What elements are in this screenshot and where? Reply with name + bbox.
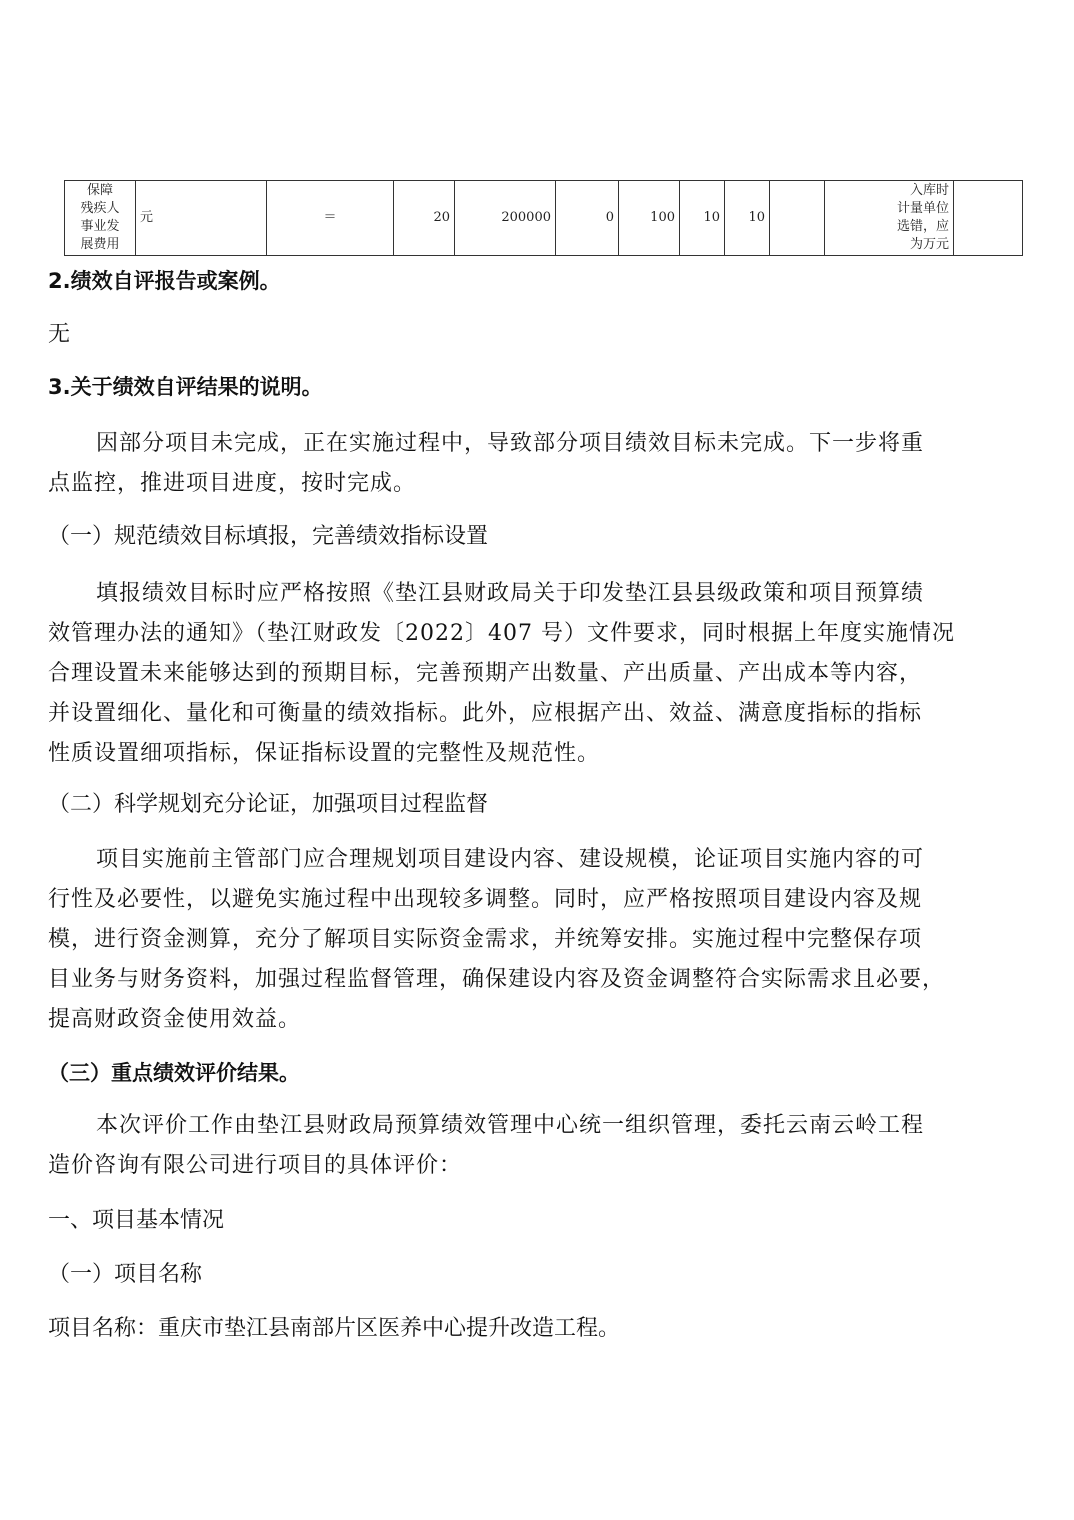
subheading-2: （二）科学规划充分论证，加强项目过程监督 (48, 792, 489, 817)
subheading-3: （三）重点绩效评价结果。 (48, 1061, 300, 1085)
paragraph-4: 本次评价工作由垫江县财政局预算绩效管理中心统一组织管理，委托云南云岭工程 造价咨询有限公司进行项目的具体评价： (48, 1113, 925, 1178)
section-title: 一、项目基本情况 (48, 1208, 225, 1233)
blank-cell (770, 181, 825, 256)
score-cell: 10 (725, 181, 770, 256)
weight-cell: 20 (394, 181, 455, 256)
full-score-cell: 10 (680, 181, 725, 256)
subheading-1: （一）规范绩效目标填报，完善绩效指标设置 (48, 524, 489, 549)
unit-cell: 元 (136, 181, 267, 256)
section-heading-2: 2.绩效自评报告或案例。 (48, 269, 281, 293)
paragraph-1: 因部分项目未完成，正在实施过程中，导致部分项目绩效目标未完成。下一步将重 点监控，推进项目进度，按时完成。 (48, 431, 925, 496)
subsection-title: （一）项目名称 (48, 1262, 203, 1287)
note-cell: 入库时 计量单位 选错，应 为万元 (825, 181, 954, 256)
actual-value-cell: 0 (556, 181, 619, 256)
paragraph-3: 项目实施前主管部门应合理规划项目建设内容、建设规模，论证项目实施内容的可 行性及必要性，以避免实施过程中出现较多调整。同时，应严格按照项目建设内容及规 模，进行资金测算，充分了解项目实际资金需求，并统筹安排。实施过程中完整保存项 目业务与财务资料，加强过程监督管理，确保建设内容及资金调整符合实际需求且必要， 提高财政资金使用效益。 (48, 847, 946, 1032)
target-value-cell: 200000 (455, 181, 556, 256)
section-body-text: 无 (48, 322, 71, 347)
completion-rate-cell: 100 (619, 181, 680, 256)
paragraph-2: 填报绩效目标时应严格按照《垫江县财政局关于印发垫江县县级政策和项目预算绩 效管理办法的通知》（垫江财政发〔2022〕407 号）文件要求，同时根据上年度实施情况 合理设置未来能够达到的预期目标，完善预期产出数量、产出质量、产出成本等内容， 并设置细化、量化和可衡量的绩效指标。此外，应根据产出、效益、满意度指标的指标 性质设置细项指标，保证指标设置的完整性及规范性。 (48, 581, 955, 766)
project-name-text: 项目名称：重庆市垫江县南部片区医养中心提升改造工程。 (48, 1316, 621, 1341)
table-row (65, 181, 1023, 256)
section-heading-3: 3.关于绩效自评结果的说明。 (48, 375, 323, 399)
operator-cell: ＝ (267, 181, 394, 256)
indicator-name-cell: 保障 残疾人 事业发 展费用 (65, 181, 136, 256)
performance-table (64, 180, 1023, 256)
blank-cell (954, 181, 1023, 256)
